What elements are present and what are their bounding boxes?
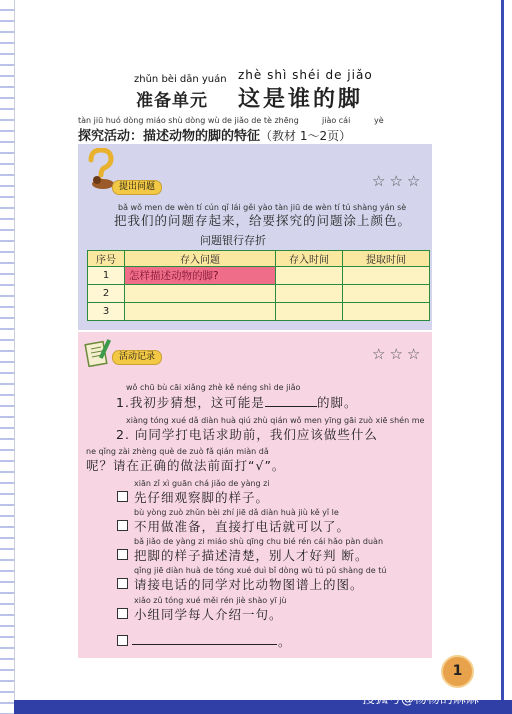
lesson-pinyin: zhè shì shéi de jiǎo — [238, 68, 373, 82]
notepad-icon — [83, 337, 113, 367]
option-text: 小组同学每人介绍一句。 — [134, 607, 283, 622]
option-checkbox[interactable] — [117, 578, 128, 589]
row-withdraw-time-cell[interactable] — [343, 267, 430, 285]
row-number: 3 — [88, 303, 125, 321]
question-bank-table — [87, 250, 430, 321]
activity-title: 探究活动：描述动物的脚的特征 — [78, 129, 261, 144]
q2-line2: 呢？请在正确的做法前面打“√”。 — [86, 458, 286, 473]
activity-record-badge: 活动记录 — [112, 350, 162, 365]
option-text: 不用做准备，直接打电话就可以了。 — [134, 519, 351, 534]
option-checkbox[interactable] — [117, 608, 128, 619]
table-row — [88, 285, 430, 303]
row-deposit-time-cell[interactable] — [276, 303, 343, 321]
table-row — [88, 267, 430, 285]
option-pinyin: xiǎo zǔ tóng xué měi rén jiè shào yī jù — [134, 596, 287, 605]
row-withdraw-time-cell[interactable] — [343, 303, 430, 321]
q1-answer-blank[interactable] — [265, 395, 317, 407]
row-withdraw-time-cell[interactable] — [343, 285, 430, 303]
option-checkbox[interactable] — [117, 491, 128, 502]
question-instruction-pinyin: bǎ wǒ men de wèn tí cún qǐ lái gěi yào tàn jiū de wèn tí tú shàng yán sè — [118, 203, 407, 212]
row-question-cell[interactable]: 怎样描述动物的脚? — [125, 267, 276, 285]
option-text: 请接电话的同学对比动物图谱上的图。 — [134, 577, 364, 592]
activity-source-pinyin: jiào cái — [322, 116, 351, 125]
unit-pinyin: zhǔn bèi dān yuán — [134, 74, 227, 85]
option-pinyin: bù yòng zuò zhǔn bèi zhí jiē dǎ diàn huà jiù kě yǐ le — [134, 508, 339, 517]
row-question-cell[interactable] — [125, 303, 276, 321]
activity-source: （教材 1～2页） — [260, 129, 352, 143]
page-number: 1 — [441, 655, 474, 688]
option-text: 把脚的样子描述清楚，别人才好判 断。 — [134, 548, 369, 563]
binder-strip — [0, 0, 15, 714]
option-pinyin: xiān zǐ xì guān chá jiǎo de yàng zi — [134, 479, 270, 488]
question-instruction: 把我们的问题存起来，给要探究的问题涂上颜色。 — [114, 213, 412, 228]
table-row — [88, 303, 430, 321]
watermark: 搜狐号@杨杨的麻麻 — [362, 692, 480, 707]
option-pinyin: qǐng jiē diàn huà de tóng xué duì bǐ dòng wù tú pǔ shàng de tú — [134, 566, 387, 575]
record-rating-stars[interactable]: ☆☆☆ — [372, 345, 425, 363]
q1-suffix: 的脚。 — [316, 395, 358, 410]
col-header-deposit-time: 存入时间 — [276, 251, 343, 267]
table-header-row — [88, 251, 430, 267]
option-checkbox[interactable] — [117, 635, 128, 646]
q2-pinyin: xiàng tóng xué dǎ diàn huà qiú zhù qián wǒ men yīng gāi zuò xiē shén me — [126, 416, 425, 425]
option-text: 。 — [278, 634, 292, 649]
row-number: 1 — [88, 267, 125, 285]
q1-prefix: 1.我初步猜想，这可能是 — [116, 395, 265, 410]
option-text: 先仔细观察脚的样子。 — [134, 490, 270, 505]
col-header-number: 序号 — [88, 251, 125, 267]
option-pinyin: bǎ jiǎo de yàng zi miáo shù qīng chu bié rén cái hǎo pàn duàn — [134, 537, 384, 546]
question-rating-stars[interactable]: ☆☆☆ — [372, 172, 425, 190]
custom-option-blank[interactable] — [132, 644, 277, 645]
page-border-right — [501, 0, 504, 714]
activity-pinyin: tàn jiū huó dòng miáo shù dòng wù de jiǎo de tè zhēng — [78, 116, 299, 125]
unit-title: 准备单元 — [136, 91, 208, 111]
lesson-title: 这是谁的脚 — [238, 86, 364, 112]
option-checkbox[interactable] — [117, 549, 128, 560]
q2-pinyin2: ne qǐng zài zhèng què de zuò fǎ qián miàn dǎ — [86, 447, 269, 456]
row-deposit-time-cell[interactable] — [276, 267, 343, 285]
row-number: 2 — [88, 285, 125, 303]
option-checkbox[interactable] — [117, 520, 128, 531]
activity-heading — [78, 125, 351, 144]
question-bank-caption: 问题银行存折 — [200, 234, 266, 247]
ask-question-badge: 提出问题 — [112, 180, 162, 195]
row-question-cell[interactable] — [125, 285, 276, 303]
activity-page-pinyin: yè — [374, 116, 384, 125]
row-deposit-time-cell[interactable] — [276, 285, 343, 303]
col-header-question: 存入问题 — [125, 251, 276, 267]
col-header-withdraw-time: 提取时间 — [343, 251, 430, 267]
q1-pinyin: wǒ chū bù cāi xiǎng zhè kě néng shì de jiǎo — [126, 383, 301, 392]
q1-text — [116, 393, 357, 411]
q2-line1: 2. 向同学打电话求助前，我们应该做些什么 — [116, 427, 378, 442]
